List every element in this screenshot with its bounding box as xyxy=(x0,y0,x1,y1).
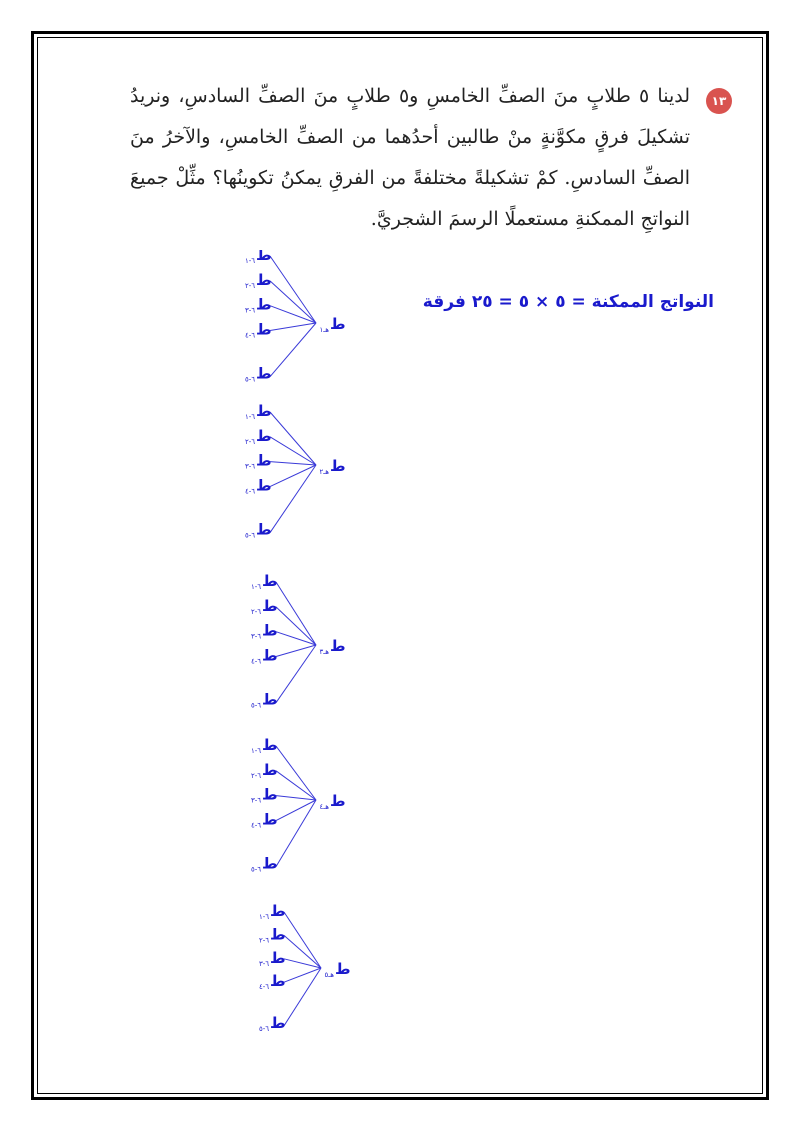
svg-text:ط: ط xyxy=(262,572,278,590)
svg-text:٦-٤: ٦-٤ xyxy=(258,983,269,992)
svg-text:ط: ط xyxy=(256,520,272,539)
svg-text:ط: ط xyxy=(262,646,278,665)
tree-branch xyxy=(270,462,316,465)
tree-branch xyxy=(276,746,316,800)
svg-text:ط: ط xyxy=(262,690,278,709)
tree-leaf-label xyxy=(245,321,272,340)
svg-text:ط: ط xyxy=(330,315,346,333)
svg-text:ط: ط xyxy=(262,810,278,829)
tree-branch xyxy=(270,323,316,377)
svg-text:٦-١: ٦-١ xyxy=(250,747,261,755)
tree-leaf-label xyxy=(245,521,272,540)
svg-text:٦-٥: ٦-٥ xyxy=(244,375,255,384)
tree-root-label xyxy=(319,637,345,656)
tree-root-label xyxy=(319,792,345,811)
svg-text:ط: ط xyxy=(330,792,346,810)
tree-branch xyxy=(276,771,316,800)
svg-text:ط: ط xyxy=(262,621,278,640)
tree-leaf-label xyxy=(245,271,272,290)
tree-panel xyxy=(248,902,360,1048)
svg-text:٦-١: ٦-١ xyxy=(258,913,269,921)
tree-leaf-label xyxy=(251,691,278,710)
svg-text:٦-٢: ٦-٢ xyxy=(258,936,269,945)
svg-text:ط: ط xyxy=(256,402,272,420)
svg-text:ط: ط xyxy=(256,451,272,470)
svg-text:٦-٣: ٦-٣ xyxy=(244,462,255,471)
svg-text:هـ١: هـ١ xyxy=(319,326,329,334)
svg-text:٦-٢: ٦-٢ xyxy=(250,607,261,616)
tree-branch xyxy=(284,968,321,1026)
svg-text:٦-٤: ٦-٤ xyxy=(244,331,255,340)
svg-text:٦-٤: ٦-٤ xyxy=(250,657,261,666)
tree-leaf-label xyxy=(251,811,278,830)
svg-text:ط: ط xyxy=(270,948,286,967)
svg-text:ط: ط xyxy=(262,596,278,615)
svg-text:٦-٢: ٦-٢ xyxy=(244,437,255,446)
tree-panel xyxy=(228,572,368,890)
svg-text:ط: ط xyxy=(256,270,272,289)
svg-text:ط: ط xyxy=(262,760,278,779)
tree-root-label xyxy=(319,315,345,334)
tree-leaf-label xyxy=(251,647,278,666)
tree-leaf-label xyxy=(251,572,278,591)
svg-text:٦-٣: ٦-٣ xyxy=(258,959,269,968)
tree-leaf-label xyxy=(259,1014,286,1033)
svg-text:٦-١: ٦-١ xyxy=(244,257,255,265)
svg-text:٦-٤: ٦-٤ xyxy=(250,821,261,830)
tree-leaf-label xyxy=(251,761,278,780)
tree-branch xyxy=(276,607,316,645)
tree-panel xyxy=(228,250,358,560)
tree-branch xyxy=(270,323,316,331)
svg-text:٦-١: ٦-١ xyxy=(250,583,261,591)
question-number-badge: ١٣ xyxy=(706,88,732,114)
svg-text:ط: ط xyxy=(270,925,286,944)
svg-text:ط: ط xyxy=(330,637,346,655)
svg-text:ط: ط xyxy=(256,426,272,445)
tree-branch xyxy=(276,582,316,645)
tree-branch xyxy=(270,437,316,465)
tree-leaf-label xyxy=(259,972,286,991)
problem-text: لدينا ٥ طلابٍ منَ الصفِّ الخامسِ و٥ طلابٍ منَ الصفِّ السادسِ، ونريدُ تشكيلَ فرقٍ مكوَّنةٍ منْ طالبين أحدُهما من الصفِّ الخامسِ، والآخرُ منَ الصفِّ السادسِ. كمْ تشكيلةً مختلفةً من الفرقِ يمكنُ تكوينُها؟ مثِّلْ جميعَ النواتجِ الممكنةِ مستعملًا الرسمَ الشجريَّ. xyxy=(130,85,690,230)
svg-text:ط: ط xyxy=(262,785,278,804)
tree-branch xyxy=(276,632,316,645)
svg-text:هـ٢: هـ٢ xyxy=(319,468,329,476)
tree-leaf-label xyxy=(251,786,278,805)
svg-text:ط: ط xyxy=(270,902,286,920)
tree-branch xyxy=(276,796,316,800)
svg-text:٦-٢: ٦-٢ xyxy=(250,771,261,780)
tree-branch xyxy=(270,465,316,533)
tree-branch xyxy=(276,645,316,703)
answer-text: النواتج الممكنة = ٥ × ٥ = ٢٥ فرقة xyxy=(422,292,714,312)
svg-text:٦-٣: ٦-٣ xyxy=(250,632,261,641)
svg-text:ط: ط xyxy=(256,320,272,339)
tree-leaf-label xyxy=(245,365,272,384)
tree-leaf-label xyxy=(259,902,286,921)
tree-leaf-label xyxy=(245,296,272,315)
tree-branch xyxy=(270,306,316,323)
svg-text:ط: ط xyxy=(262,854,278,873)
svg-text:ط: ط xyxy=(256,476,272,495)
tree-leaf-label xyxy=(251,622,278,641)
svg-text:٦-٢: ٦-٢ xyxy=(244,281,255,290)
svg-text:٦-٣: ٦-٣ xyxy=(244,306,255,315)
tree-leaf-label xyxy=(245,427,272,446)
svg-text:ط: ط xyxy=(270,1013,286,1032)
tree-branch xyxy=(284,968,321,982)
svg-text:ط: ط xyxy=(335,960,351,978)
svg-text:ط: ط xyxy=(262,736,278,754)
svg-text:٦-٤: ٦-٤ xyxy=(244,487,255,496)
tree-leaf-label xyxy=(259,949,286,968)
tree-leaf-label xyxy=(245,477,272,496)
tree-branch xyxy=(270,256,316,323)
tree-root-label xyxy=(324,960,350,979)
svg-text:ط: ط xyxy=(256,295,272,314)
tree-branch xyxy=(276,645,316,657)
svg-text:٦-٥: ٦-٥ xyxy=(244,531,255,540)
tree-leaf-label xyxy=(251,597,278,616)
svg-text:هـ٥: هـ٥ xyxy=(324,971,334,979)
tree-leaf-label xyxy=(251,855,278,874)
tree-leaf-label xyxy=(245,452,272,471)
tree-branch xyxy=(270,412,316,465)
svg-text:٦-٥: ٦-٥ xyxy=(250,865,261,874)
tree-leaf-label xyxy=(245,402,272,421)
tree-branch xyxy=(270,281,316,323)
tree-root-label xyxy=(319,457,345,476)
svg-text:ط: ط xyxy=(256,250,272,264)
svg-text:٦-٥: ٦-٥ xyxy=(258,1024,269,1033)
svg-text:٦-١: ٦-١ xyxy=(244,413,255,421)
svg-text:ط: ط xyxy=(256,364,272,383)
svg-text:ط: ط xyxy=(270,972,286,991)
svg-text:هـ٤: هـ٤ xyxy=(319,803,329,811)
svg-text:ط: ط xyxy=(330,457,346,475)
svg-text:٦-٥: ٦-٥ xyxy=(250,701,261,710)
tree-leaf-label xyxy=(259,925,286,944)
tree-leaf-label xyxy=(251,736,278,755)
tree-leaf-label xyxy=(245,250,272,265)
svg-text:هـ٣: هـ٣ xyxy=(319,648,329,656)
svg-text:٦-٣: ٦-٣ xyxy=(250,796,261,805)
